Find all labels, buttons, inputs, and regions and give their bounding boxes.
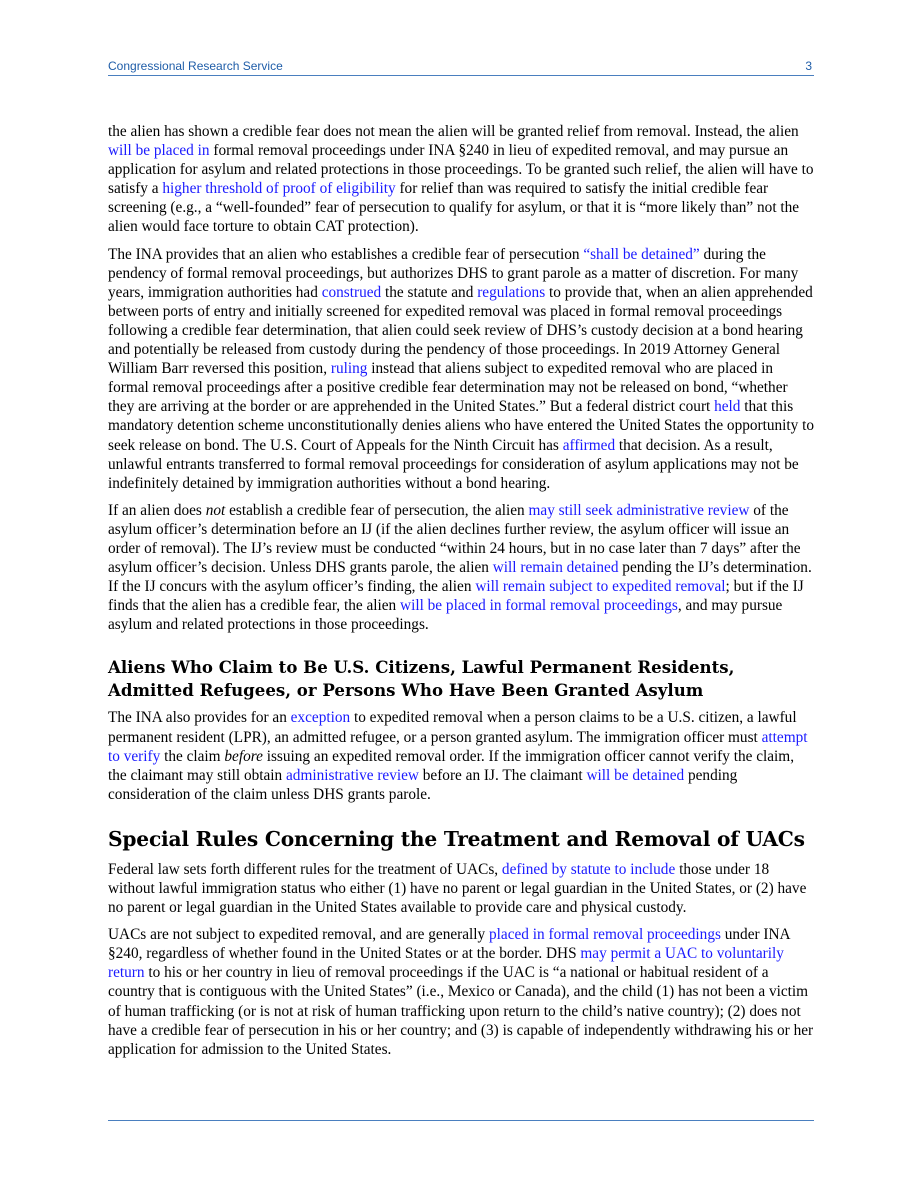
link-will-be-placed-in[interactable]: will be placed in (108, 142, 210, 160)
link-administrative-review-ij[interactable]: administrative review (286, 766, 419, 784)
link-regulations[interactable]: regulations (477, 283, 546, 301)
footer-rule (108, 1120, 814, 1121)
link-placed-formal-removal-proceedings[interactable]: placed in formal removal proceedings (489, 926, 721, 944)
link-voluntary-return[interactable]: may permit a UAC to voluntarily return (108, 945, 784, 982)
link-will-be-detained[interactable]: will be detained (586, 766, 685, 784)
document-body (108, 122, 816, 1067)
link-held[interactable]: held (714, 398, 741, 416)
link-exception[interactable]: exception (290, 709, 351, 727)
paragraph-uac-definition: Federal law sets forth different rules for the treatment of UACs, defined by statute to include those under 18 without lawful immigration status who either (1) have no parent or legal guardian in the United States, or (2) have no parent or legal guardian in the United States available to provide care and physical custody. (108, 860, 807, 917)
link-construed[interactable]: construed (321, 283, 382, 301)
paragraph-credible-fear-relief: the alien has shown a credible fear does not mean the alien will be granted relief from removal. Instead, the alien will be placed in formal removal proceedings under INA §240 in lieu of expedited removal, and may pursue an application for asylum and related protections in those proceedings. To be granted such relief, the alien will have to satisfy a higher threshold of proof of eligibility for relief than was required to satisfy the initial credible fear screening (e.g., a “well-founded” fear of persecution to qualify for asylum, or that it is “more likely than” not the alien would face torture to obtain CAT protection). (108, 123, 814, 236)
link-higher-threshold[interactable]: higher threshold of proof of eligibility (162, 180, 396, 198)
paragraph-no-credible-fear: If an alien does not establish a credible fear of persecution, the alien may still seek administrative review of the asylum officer’s determination before an IJ (if the alien declines further review, the asylum officer will issue an order of removal). The IJ’s review must be conducted “within 24 hours, but in no case later than 7 days” after the asylum officer’s decision. Unless DHS grants parole, the alien will remain detained pending the IJ’s determination. If the IJ concurs with the asylum officer’s finding, the alien will remain subject to expedited removal; but if the IJ finds that the alien has a credible fear, the alien will be placed in formal removal proceedings, and may pursue asylum and related protections in those proceedings. (108, 501, 812, 634)
link-ruling[interactable]: ruling (330, 360, 368, 378)
paragraph-uac-removal: UACs are not subject to expedited removal, and are generally placed in formal removal proceedings under INA §240, regardless of whether found in the United States or at the border. DHS may permit a UAC to voluntarily return to his or her country in lieu of removal proceedings if the UAC is “a national or habitual resident of a country that is contiguous with the United States” (i.e., Mexico or Canada), and the child (1) has not been a victim of human trafficking (or is not at risk of human trafficking upon return to the child’s native country); (2) does not have a credible fear of persecution in his or her country; and (3) is capable of independently withdrawing his or her application for admission to the United States. (108, 926, 814, 1058)
section-heading-citizens-claims: Aliens Who Claim to Be U.S. Citizens, Lawful Permanent Residents, Admitted Refugees, or Persons Who Have Been Granted Asylum (108, 657, 735, 701)
paragraph-citizen-exception: The INA also provides for an exception to expedited removal when a person claims to be a U.S. citizen, a lawful permanent resident (LPR), an admitted refugee, or a person granted asylum. The immigration officer must attempt to verify the claim before issuing an expedited removal order. If the immigration officer cannot verify the claim, the claimant may still obtain administrative review before an IJ. The claimant will be detained pending consideration of the claim unless DHS grants parole. (108, 709, 808, 803)
page-header (108, 57, 814, 76)
link-administrative-review[interactable]: may still seek administrative review (528, 501, 750, 519)
page-number: 3 (805, 59, 812, 73)
link-remain-subject-expedited-removal[interactable]: will remain subject to expedited removal (475, 578, 726, 596)
link-will-remain-detained[interactable]: will remain detained (492, 559, 619, 577)
link-attempt-to-verify[interactable]: attempt to verify (108, 728, 808, 765)
link-defined-by-statute[interactable]: defined by statute to include (501, 860, 676, 878)
link-shall-be-detained[interactable]: “shall be detained” (583, 245, 700, 263)
paragraph-detention: The INA provides that an alien who establishes a credible fear of persecution “shall be detained” during the pendency of formal removal proceedings, but authorizes DHS to grant parole as a matter of discretion. For many years, immigration authorities had construed the statute and regulations to provide that, when an alien apprehended between ports of entry and initially screened for expedited removal was placed in formal removal proceedings following a credible fear determination, that alien could seek review of DHS’s custody decision at a bond hearing and potentially be released from custody during the pendency of those proceedings. In 2019 Attorney General William Barr reversed this position, ruling instead that aliens subject to expedited removal who are placed in formal removal proceedings after a positive credible fear determination may not be released on bond, “whether they are arriving at the border or are apprehended in the United States.” But a federal district court held that this mandatory detention scheme unconstitutionally denies aliens who have entered the United States the opportunity to seek release on bond. The U.S. Court of Appeals for the Ninth Circuit has affirmed that decision. As a result, unlawful entrants transferred to formal removal proceedings for consideration of asylum applications may not be indefinitely detained by immigration authorities without a bond hearing. (108, 245, 815, 492)
link-placed-formal-removal[interactable]: will be placed in formal removal proceedings (400, 597, 678, 615)
section-heading-uacs: Special Rules Concerning the Treatment and Removal of UACs (108, 826, 805, 851)
link-affirmed[interactable]: affirmed (562, 436, 616, 454)
header-org-name: Congressional Research Service (108, 59, 283, 73)
